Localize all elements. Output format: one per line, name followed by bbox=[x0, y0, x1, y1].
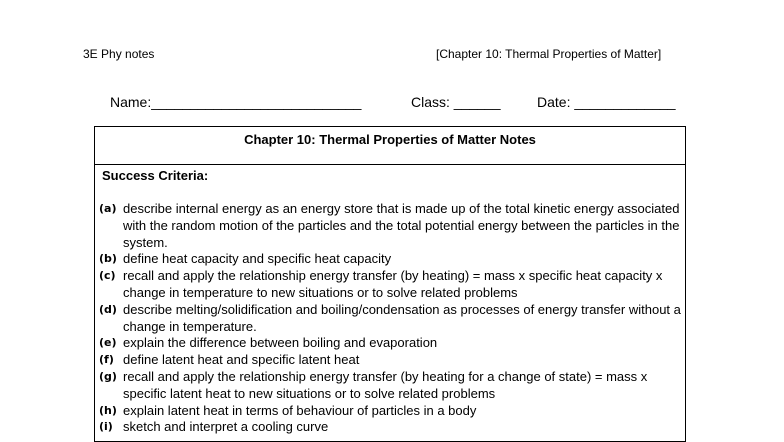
item-text: explain the difference between boiling and evaporation bbox=[123, 335, 438, 351]
item-text: describe melting/solidification and boiling/condensation as processes of energy transfer without a change in temperature. bbox=[123, 301, 681, 334]
item-text: define heat capacity and specific heat capacity bbox=[123, 251, 392, 267]
header-left: 3E Phy notes bbox=[83, 47, 155, 61]
list-item bbox=[99, 419, 683, 436]
list-item bbox=[99, 251, 683, 268]
list-item bbox=[99, 352, 683, 369]
box-title: Chapter 10: Thermal Properties of Matter Notes bbox=[95, 127, 685, 165]
item-label: (d) bbox=[99, 302, 117, 316]
list-item bbox=[99, 302, 683, 336]
item-label: (c) bbox=[99, 269, 116, 283]
item-label: (g) bbox=[99, 369, 117, 383]
header-right: [Chapter 10: Thermal Properties of Matter] bbox=[436, 47, 662, 61]
item-text: recall and apply the relationship energy transfer (by heating for a change of state) = mass x specific latent heat to new situations or to solve related problems bbox=[123, 368, 648, 401]
class-field: Class: ______ bbox=[411, 94, 501, 110]
success-criteria-heading: Success Criteria: bbox=[102, 168, 209, 183]
list-item bbox=[99, 403, 683, 420]
list-item bbox=[99, 369, 683, 403]
item-text: recall and apply the relationship energy transfer (by heating) = mass x specific heat capacity x change in temperature to new situations or to solve related problems bbox=[123, 268, 663, 300]
criteria-list bbox=[99, 201, 683, 436]
item-text: sketch and interpret a cooling curve bbox=[123, 419, 329, 435]
item-text: define latent heat and specific latent heat bbox=[123, 352, 360, 368]
notes-box bbox=[94, 126, 686, 442]
list-item bbox=[99, 335, 683, 352]
item-label: (e) bbox=[99, 336, 117, 350]
date-field: Date: _____________ bbox=[537, 94, 676, 110]
name-field: Name:___________________________ bbox=[110, 94, 362, 110]
item-label: (a) bbox=[99, 202, 117, 215]
item-label: (i) bbox=[99, 420, 113, 434]
item-label: (b) bbox=[99, 252, 117, 266]
item-label: (f) bbox=[99, 353, 114, 367]
item-text: describe internal energy as an energy store that is made up of the total kinetic energy associated with the random motion of the particles and the total potential energy between the particles in the system. bbox=[123, 201, 680, 250]
item-label: (h) bbox=[99, 403, 117, 417]
list-item bbox=[99, 268, 683, 302]
list-item bbox=[99, 201, 683, 251]
item-text: explain latent heat in terms of behaviour of particles in a body bbox=[123, 402, 477, 418]
